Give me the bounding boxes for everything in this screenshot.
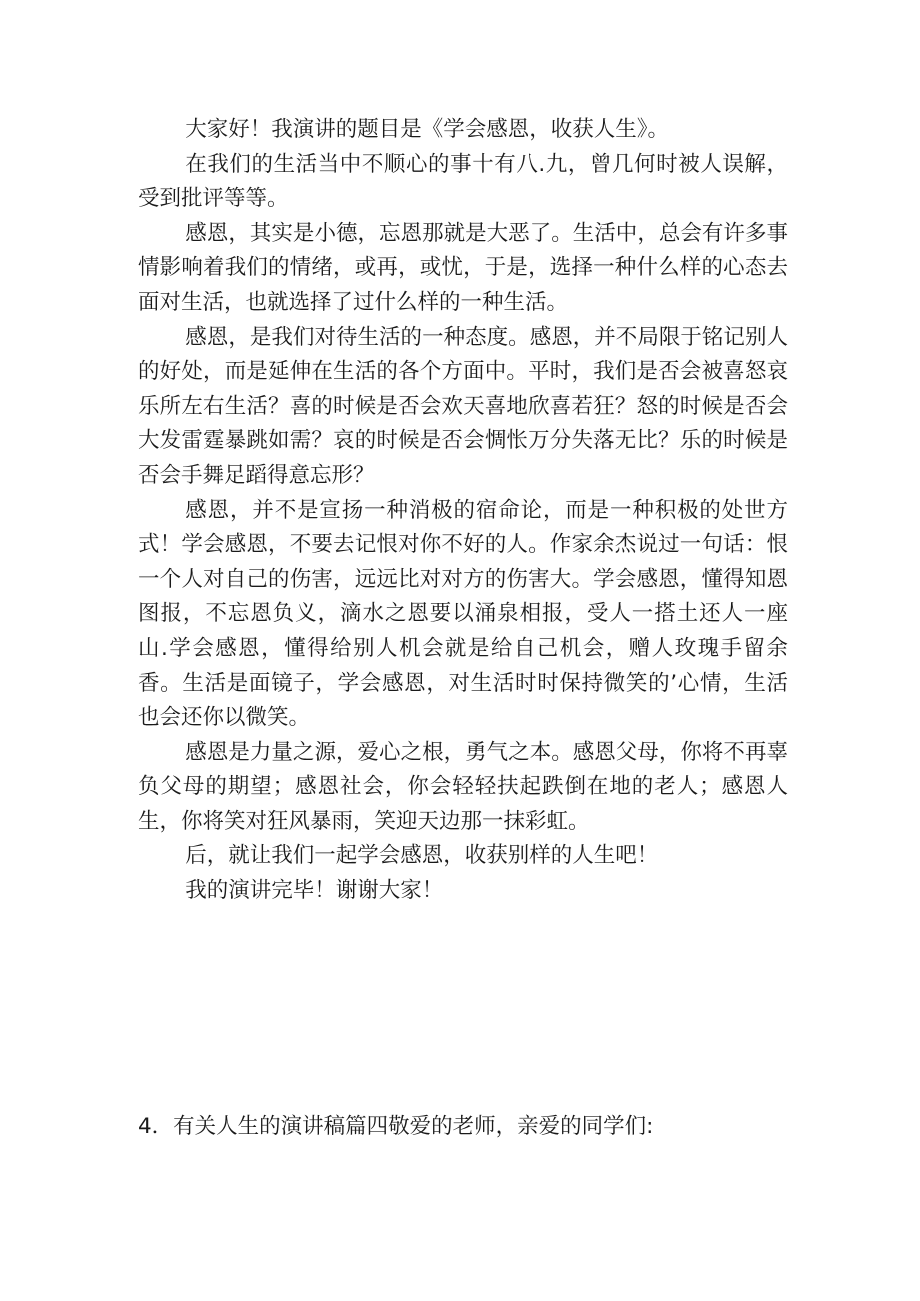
paragraph-attitude: 感恩，是我们对待生活的一种态度。感恩，并不局限于铭记别人的好处，而是延伸在生活的各个方面中。平时，我们是否会被喜怒哀乐所左右生活？喜的时候是否会欢天喜地欣喜若狂？怒的时候是否会大发雷霆暴跳如需？哀的时候是否会惆怅万分失落无比？乐的时候是否会手舞足蹈得意忘形？ bbox=[138, 324, 788, 488]
paragraph-greeting: 大家好！我演讲的题目是《学会感恩，收获人生》。 bbox=[185, 117, 670, 142]
paragraph-closing: 后，就让我们一起学会感恩，收获别样的人生吧！ bbox=[185, 843, 659, 869]
paragraph-thanks: 我的演讲完毕！谢谢大家！ bbox=[185, 878, 444, 904]
paragraph-virtue: 感恩，其实是小德，忘恩那就是大恶了。生活中，总会有许多事情影响着我们的情绪，或再，或忧，于是，选择一种什么样的心态去面对生活，也就选择了过什么样的一种生活。 bbox=[138, 220, 788, 315]
paragraph-positive-way: 感恩，并不是宣扬一种消极的宿命论，而是一种积极的处世方式！学会感恩，不要去记恨对你不好的人。作家余杰说过一句话：恨一个人对自己的伤害，远远比对对方的伤害大。学会感恩，懂得知恩图报，不忘恩负义，滴水之恩要以涌泉相报，受人一搭土还人一座山.学会感恩，懂得给别人机会就是给自己机会，赠人玫瑰手留余香。生活是面镜子，学会感恩，对生活时时保持微笑的’心情，生活也会还你以微笑。 bbox=[138, 497, 788, 731]
speech-body bbox=[138, 113, 788, 909]
paragraph-misfortune: 在我们的生活当中不顺心的事十有八.九，曾几何时被人误解，受到批评等等。 bbox=[138, 151, 788, 212]
section-heading: 4．有关人生的演讲稿篇四敬爱的老师，亲爱的同学们: bbox=[138, 1114, 654, 1139]
paragraph-source-of-strength: 感恩是力量之源，爱心之根，勇气之本。感恩父母，你将不再辜负父母的期望；感恩社会，你会轻轻扶起跌倒在地的老人；感恩人生，你将笑对狂风暴雨，笑迎天边那一抹彩虹。 bbox=[138, 739, 788, 834]
